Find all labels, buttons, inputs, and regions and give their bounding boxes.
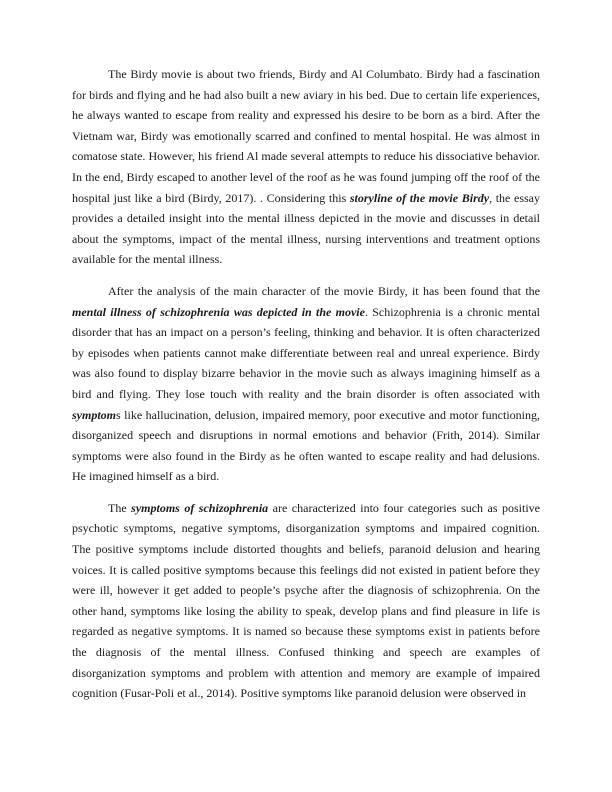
paragraph-2-text: After the analysis of the main character of the movie Birdy, it has been found that the	[108, 283, 540, 298]
paragraph-1-text: The Birdy movie is about two friends, Birdy and Al Columbato. Birdy had a fascination for birds and flying and he had also built a new aviary in his bed. Due to certain life experiences, he always wanted to escape from reality and expressed his desire to be born as a bird. After the Vietnam war, Birdy was emotionally scarred and confined to mental hospital. He was almost in comatose state. However, his friend Al made several attempts to reduce his dissociative behavior. In the end, Birdy escaped to another level of the roof as he was found jumping off the roof of the hospital just like a bird (Birdy, 2017). . Considering this	[72, 67, 540, 205]
paragraph-3-text-continued: are characterized into four categories such as positive psychotic symptoms, negative symptoms, disorganization symptoms and impaired cognition. The positive symptoms include distorted thoughts and beliefs, paranoid delusion and hearing voices. It is called positive symptoms because this feelings did not existed in patient before they were ill, however it get added to people’s psyche after the diagnosis of schizophrenia. On the other hand, symptoms like losing the ability to speak, develop plans and find pleasure in life is regarded as negative symptoms. It is named so because these symptoms exist in patients before the diagnosis of the mental illness. Confused thinking and speech are examples of disorganization symptoms and problem with attention and memory are example of impaired cognition (Fusar-Poli et al., 2014). Positive symptoms like paranoid delusion were observed in	[72, 500, 541, 701]
paragraph-2	[72, 281, 540, 487]
paragraph-3	[72, 498, 540, 704]
paragraph-3-text: The	[108, 500, 132, 515]
emphasis-symptoms-of-schizophrenia: symptoms of schizophrenia	[131, 500, 269, 515]
emphasis-mental-illness-of-schizophrenia: mental illness of schizophrenia was depicted in the movie	[72, 304, 365, 319]
emphasis-storyline-of-the-movie-birdy: storyline of the movie Birdy	[349, 190, 490, 205]
paragraph-1	[72, 64, 540, 270]
paragraph-2-text-continued: . Schizophrenia is a chronic mental disorder that has an impact on a person’s feeling, thinking and behavior. It is often characterized by episodes when patients cannot make differentiate between real and unreal experience. Birdy was also found to display bizarre behavior in the movie such as always imagining himself as a bird and flying. They lose touch with reality and the brain disorder is often associated with	[72, 304, 540, 401]
emphasis-symptom: symptom	[72, 407, 116, 422]
document-body	[72, 64, 540, 715]
paragraph-1-text-continued: , the essay provides a detailed insight into the mental illness depicted in the movie and discusses in detail about the symptoms, impact of the mental illness, nursing interventions and treatment options available for the mental illness.	[72, 190, 540, 267]
paragraph-2-text-end: s like hallucination, delusion, impaired memory, poor executive and motor functioning, disorganized speech and disruptions in normal emotions and behavior (Frith, 2014). Similar symptoms were also found in the Birdy as he often wanted to escape reality and had delusions. He imagined himself as a bird.	[72, 407, 540, 484]
